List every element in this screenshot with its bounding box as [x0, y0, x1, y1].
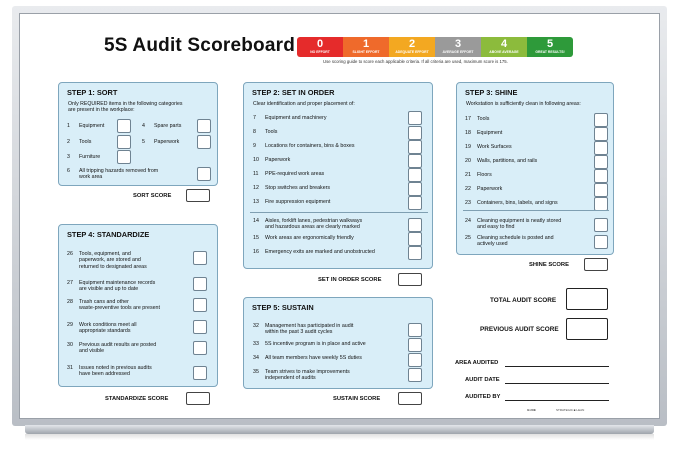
item-text: Cleaning schedule is posted and actively used — [477, 235, 554, 248]
legend-score: 1 — [362, 38, 370, 50]
legend-segment — [297, 37, 343, 57]
list-item — [67, 322, 137, 335]
list-item — [253, 185, 330, 191]
score-checkbox[interactable] — [408, 353, 422, 367]
score-checkbox[interactable] — [408, 182, 422, 196]
item-text: Fire suppression equipment — [265, 199, 331, 205]
step3-shine-panel — [456, 82, 614, 255]
item-text: Equipment — [79, 123, 105, 129]
list-item — [465, 200, 558, 206]
list-item — [67, 251, 147, 270]
item-number: 33 — [253, 341, 259, 347]
area-audited-line[interactable] — [505, 366, 609, 367]
score-checkbox[interactable] — [594, 155, 608, 169]
list-item — [465, 172, 492, 178]
area-audited-label: AREA AUDITED — [455, 360, 499, 366]
item-text: Work conditions meet all appropriate standards — [79, 322, 137, 335]
item-text: Team strives to make improvements independent of audits — [265, 369, 350, 382]
score-checkbox[interactable] — [594, 113, 608, 127]
item-number: 3 — [67, 154, 70, 160]
step2-set-in-order-panel — [243, 82, 433, 269]
section-divider — [250, 212, 428, 213]
item-number: 9 — [253, 143, 256, 149]
list-item — [253, 235, 354, 241]
legend-label: GREAT RESULTS! — [535, 50, 565, 54]
item-text: Paperwork — [477, 186, 503, 192]
item-text: Walls, partitions, and rails — [477, 158, 538, 164]
step4-standardize-panel — [58, 224, 218, 387]
standardize-score-label: STANDARDIZE SCORE — [105, 396, 169, 402]
item-text: Equipment and machinery — [265, 115, 327, 121]
step2-intro: Clear identification and proper placement of: — [253, 101, 355, 107]
list-item — [253, 157, 290, 163]
set-in-order-score-input[interactable] — [398, 273, 422, 286]
list-item — [465, 218, 561, 231]
item-number: 18 — [465, 130, 471, 136]
item-text: Containers, bins, labels, and signs — [477, 200, 558, 206]
list-item — [253, 323, 353, 336]
page-title: 5S Audit Scoreboard — [104, 35, 296, 56]
item-text: Equipment — [477, 130, 503, 136]
score-checkbox[interactable] — [193, 341, 207, 355]
item-number: 12 — [253, 185, 259, 191]
list-item — [465, 130, 502, 136]
list-item — [67, 123, 104, 129]
sustain-score-label: SUSTAIN SCORE — [333, 396, 381, 402]
score-checkbox[interactable] — [594, 169, 608, 183]
shine-score-label: SHINE SCORE — [529, 262, 569, 268]
set-in-order-score-label: SET IN ORDER SCORE — [318, 277, 382, 283]
brand-logo: ILUXE — [527, 408, 536, 412]
score-checkbox[interactable] — [594, 183, 608, 197]
item-text: PPE-required work areas — [265, 171, 325, 177]
list-item — [142, 139, 179, 145]
legend-note: Use scoring guide to score each applicable criteria. If all criteria are used, maximum score is 175. — [323, 59, 508, 64]
score-checkbox[interactable] — [117, 119, 131, 133]
sustain-score-input[interactable] — [398, 392, 422, 405]
sort-score-input[interactable] — [186, 189, 210, 202]
score-checkbox[interactable] — [408, 246, 422, 260]
step1-sort-panel — [58, 82, 218, 186]
legend-score: 3 — [454, 38, 462, 50]
previous-audit-score-input[interactable] — [566, 318, 608, 340]
step4-title: STEP 4: STANDARDIZE — [67, 230, 150, 239]
score-checkbox[interactable] — [594, 127, 608, 141]
step1-intro-line2: are present in the workplace: — [68, 107, 135, 113]
score-checkbox[interactable] — [197, 135, 211, 149]
item-text: Tools, equipment, and paperwork, are stored and returned to designated areas — [79, 251, 147, 270]
list-item — [465, 116, 489, 122]
item-text: Locations for containers, bins & boxes — [265, 143, 355, 149]
item-number: 8 — [253, 129, 256, 135]
item-number: 27 — [67, 280, 73, 286]
list-item — [253, 143, 355, 149]
legend-segment — [343, 37, 389, 57]
item-text: Spare parts — [154, 123, 182, 129]
item-number: 13 — [253, 199, 259, 205]
shine-score-input[interactable] — [584, 258, 608, 271]
item-number: 15 — [253, 235, 259, 241]
item-text: Work Surfaces — [477, 144, 512, 150]
item-number: 20 — [465, 158, 471, 164]
item-text: Floors — [477, 172, 492, 178]
score-checkbox[interactable] — [408, 168, 422, 182]
list-item — [253, 218, 362, 231]
list-item — [253, 249, 375, 255]
score-checkbox[interactable] — [117, 150, 131, 164]
item-text: Emergency exits are marked and unobstructed — [265, 249, 375, 255]
score-checkbox[interactable] — [408, 218, 422, 232]
item-text: Issues noted in previous audits have been addressed — [79, 365, 152, 378]
list-item — [253, 369, 350, 382]
legend-segment — [481, 37, 527, 57]
score-checkbox[interactable] — [193, 366, 207, 380]
previous-audit-score-label: PREVIOUS AUDIT SCORE — [480, 326, 559, 333]
item-number: 31 — [67, 365, 73, 371]
score-checkbox[interactable] — [408, 126, 422, 140]
item-text: 5S incentive program is in place and active — [265, 341, 366, 347]
audit-date-line[interactable] — [505, 383, 609, 384]
item-text: Stop switches and breakers — [265, 185, 331, 191]
item-number: 25 — [465, 235, 471, 241]
item-number: 35 — [253, 369, 259, 375]
item-text: All tripping hazards removed from work area — [79, 168, 159, 181]
step2-title: STEP 2: SET IN ORDER — [252, 88, 335, 97]
list-item — [465, 186, 502, 192]
item-number: 14 — [253, 218, 259, 224]
standardize-score-input[interactable] — [186, 392, 210, 405]
score-checkbox[interactable] — [193, 298, 207, 312]
score-checkbox[interactable] — [193, 320, 207, 334]
list-item — [67, 154, 100, 160]
list-item — [67, 342, 156, 355]
list-item — [67, 299, 160, 312]
legend-segment — [389, 37, 435, 57]
list-item — [142, 123, 181, 129]
footer-fine-print: STRATEGIC ■ LEAN — [556, 408, 585, 412]
item-number: 6 — [67, 168, 70, 174]
legend-label: NO EFFORT — [310, 50, 330, 54]
item-number: 5 — [142, 139, 145, 145]
score-checkbox[interactable] — [408, 323, 422, 337]
item-number: 17 — [465, 116, 471, 122]
scoring-legend — [297, 37, 573, 57]
audited-by-label: AUDITED BY — [465, 394, 501, 400]
total-audit-score-input[interactable] — [566, 288, 608, 310]
item-number: 22 — [465, 186, 471, 192]
score-checkbox[interactable] — [408, 196, 422, 210]
item-number: 32 — [253, 323, 259, 329]
item-number: 7 — [253, 115, 256, 121]
item-number: 29 — [67, 322, 73, 328]
score-checkbox[interactable] — [193, 277, 207, 291]
item-text: Tools — [265, 129, 278, 135]
legend-score: 0 — [316, 38, 324, 50]
list-item — [67, 365, 152, 378]
list-item — [253, 115, 327, 121]
item-text: Tools — [79, 139, 92, 145]
score-checkbox[interactable] — [197, 167, 211, 181]
step1-intro-line1: Only REQUIRED items in the following categories — [68, 101, 183, 107]
item-number: 26 — [67, 251, 73, 257]
legend-segment — [527, 37, 573, 57]
step5-title: STEP 5: SUSTAIN — [252, 303, 314, 312]
item-number: 23 — [465, 200, 471, 206]
item-number: 24 — [465, 218, 471, 224]
legend-label: AVERAGE EFFORT — [442, 50, 474, 54]
item-text: Paperwork — [265, 157, 291, 163]
item-number: 10 — [253, 157, 259, 163]
tray-shadow — [25, 434, 654, 440]
step3-title: STEP 3: SHINE — [465, 88, 518, 97]
item-number: 34 — [253, 355, 259, 361]
item-text: Furniture — [79, 154, 101, 160]
legend-segment — [435, 37, 481, 57]
score-checkbox[interactable] — [594, 235, 608, 249]
score-checkbox[interactable] — [594, 141, 608, 155]
score-checkbox[interactable] — [408, 154, 422, 168]
legend-label: ABOVE AVERAGE — [489, 50, 519, 54]
item-text: Equipment maintenance records are visible and up to date — [79, 280, 156, 293]
item-text: Trash cans and other waste-preventive tools are present — [79, 299, 160, 312]
item-number: 21 — [465, 172, 471, 178]
item-number: 4 — [142, 123, 145, 129]
section-divider — [463, 210, 609, 211]
score-checkbox[interactable] — [197, 119, 211, 133]
legend-score: 5 — [546, 38, 554, 50]
legend-label: SLIGHT EFFORT — [352, 50, 380, 54]
item-text: Work areas are ergonomically friendly — [265, 235, 354, 241]
list-item — [253, 199, 330, 205]
score-checkbox[interactable] — [408, 111, 422, 125]
score-checkbox[interactable] — [408, 232, 422, 246]
score-checkbox[interactable] — [408, 368, 422, 382]
item-number: 28 — [67, 299, 73, 305]
list-item — [67, 168, 158, 181]
item-text: Aisles, forklift lanes, pedestrian walkways and hazardous areas are clearly marked — [265, 218, 363, 231]
legend-score: 4 — [500, 38, 508, 50]
legend-score: 2 — [408, 38, 416, 50]
step3-intro: Workstation is sufficiently clean in following areas: — [466, 101, 581, 107]
score-checkbox[interactable] — [594, 197, 608, 211]
list-item — [465, 235, 554, 248]
list-item — [67, 280, 155, 293]
list-item — [253, 355, 362, 361]
list-item — [253, 341, 366, 347]
item-text: Management has participated in audit within the past 3 audit cycles — [265, 323, 354, 336]
audited-by-line[interactable] — [505, 400, 609, 401]
marker-tray — [25, 425, 654, 434]
item-text: All team members have weekly 5S duties — [265, 355, 362, 361]
score-checkbox[interactable] — [408, 338, 422, 352]
list-item — [67, 139, 91, 145]
item-text: Tools — [477, 116, 490, 122]
score-checkbox[interactable] — [408, 140, 422, 154]
list-item — [465, 158, 537, 164]
score-checkbox[interactable] — [594, 218, 608, 232]
item-text: Paperwork — [154, 139, 180, 145]
score-checkbox[interactable] — [117, 135, 131, 149]
item-number: 2 — [67, 139, 70, 145]
item-number: 16 — [253, 249, 259, 255]
item-number: 30 — [67, 342, 73, 348]
item-text: Previous audit results are posted and visible — [79, 342, 157, 355]
score-checkbox[interactable] — [193, 251, 207, 265]
list-item — [253, 129, 277, 135]
item-text: Cleaning equipment is neatly stored and easy to find — [477, 218, 562, 231]
list-item — [253, 171, 324, 177]
item-number: 19 — [465, 144, 471, 150]
step5-sustain-panel — [243, 297, 433, 389]
legend-label: ADEQUATE EFFORT — [395, 50, 429, 54]
sort-score-label: SORT SCORE — [133, 193, 172, 199]
item-number: 11 — [253, 171, 259, 177]
audit-date-label: AUDIT DATE — [465, 377, 500, 383]
list-item — [465, 144, 512, 150]
step1-title: STEP 1: SORT — [67, 88, 118, 97]
total-audit-score-label: TOTAL AUDIT SCORE — [490, 297, 557, 304]
item-number: 1 — [67, 123, 70, 129]
